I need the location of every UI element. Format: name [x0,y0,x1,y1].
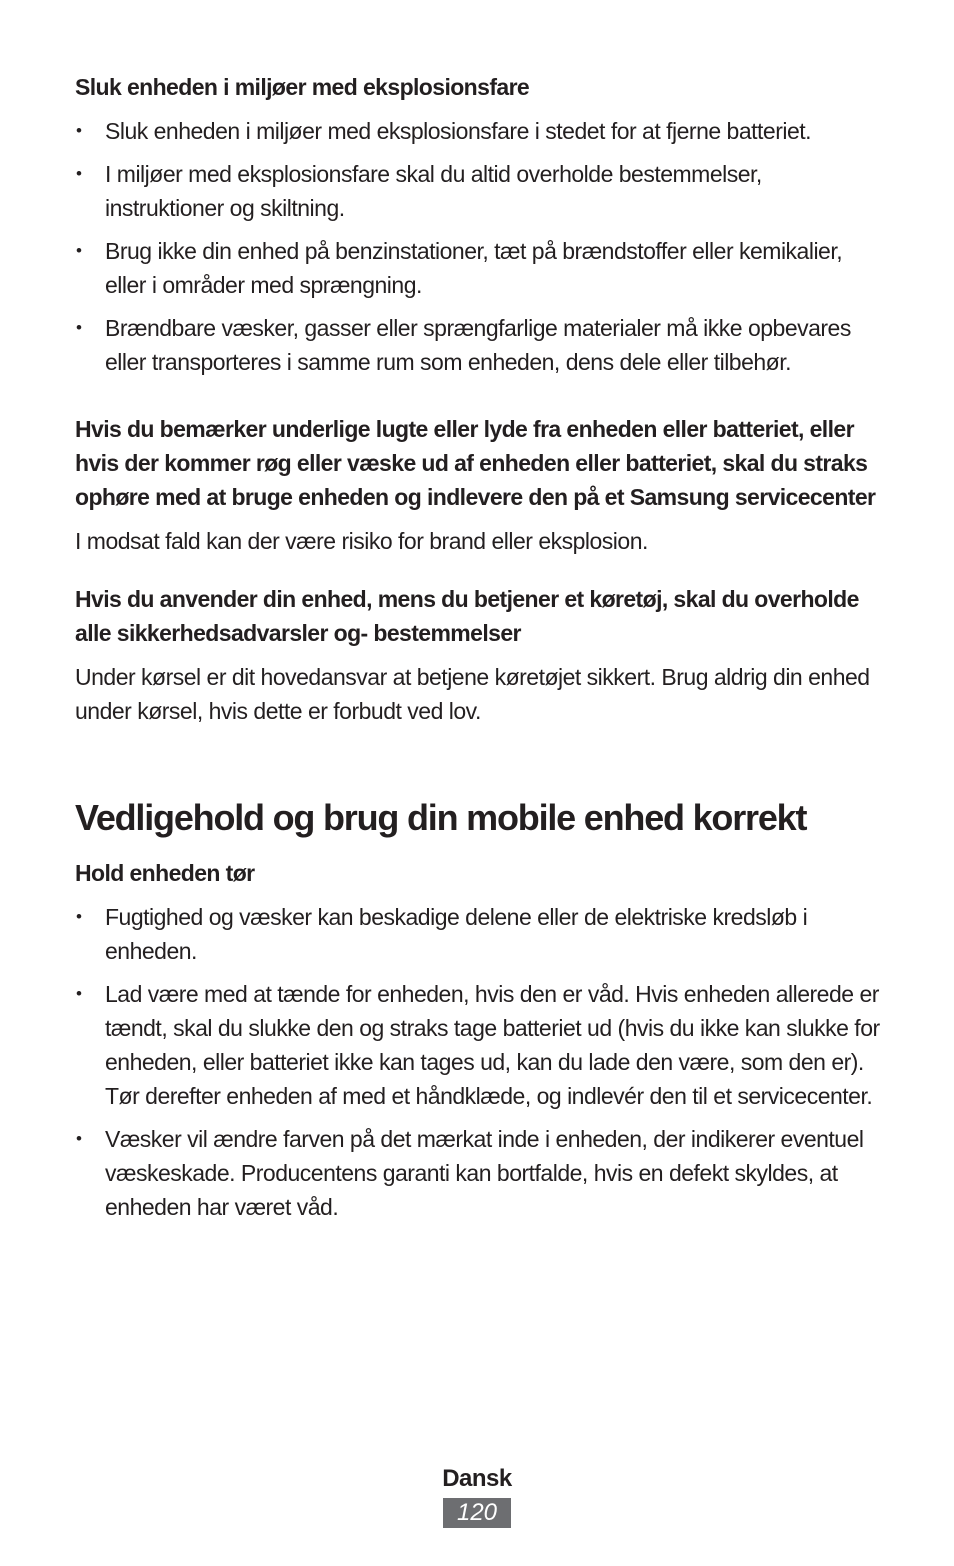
list-item-text: Brug ikke din enhed på benzinstationer, tæt på brændstoffer eller kemikalier, eller i områder med sprængning. [105,238,843,298]
bullet-icon: • [76,164,82,183]
list-item-text: I miljøer med eksplosionsfare skal du altid overholde bestemmelser, instruktioner og skiltning. [105,161,762,221]
subheading-explosive-environments: Sluk enheden i miljøer med eksplosionsfare [75,74,530,100]
list-item-text: Væsker vil ændre farven på det mærkat inde i enheden, der indikerer eventuel væskeskade. Producentens garanti kan bortfalde, hvis en defekt skyldes, at enheden har været våd. [105,1126,864,1220]
bullet-icon: • [76,318,82,337]
page-number-badge: 120 [443,1498,511,1528]
list-item [75,1122,880,1224]
bullet-icon: • [76,907,82,926]
subheading-driving: Hvis du anvender din enhed, mens du betjener et køretøj, skal du overholde alle sikkerhedsadvarsler og- bestemmelser [75,586,859,646]
paragraph-driving: Under kørsel er dit hovedansvar at betjene køretøjet sikkert. Brug aldrig din enhed under kørsel, hvis dette er forbudt ved lov. [75,664,870,724]
bullet-list-explosive [75,114,880,379]
list-item [75,114,880,148]
list-item [75,977,880,1113]
list-item [75,900,880,968]
list-item-text: Fugtighed og væsker kan beskadige delene eller de elektriske kredsløb i enheden. [105,904,808,964]
list-item-text: Sluk enheden i miljøer med eksplosionsfare i stedet for at fjerne batteriet. [105,118,812,144]
page-footer [0,1462,954,1528]
bullet-icon: • [76,1129,82,1148]
subheading-keep-dry: Hold enheden tør [75,860,255,886]
section-title: Vedligehold og brug din mobile enhed korrekt [75,797,807,838]
footer-language: Dansk [442,1465,512,1492]
bullet-icon: • [76,241,82,260]
list-item-text: Lad være med at tænde for enheden, hvis den er våd. Hvis enheden allerede er tændt, skal du slukke den og straks tage batteriet ud (hvis du ikke kan slukke for enheden, eller batteriet ikke kan tages ud, kan du lade den være, som den er). Tør derefter enheden af med et håndklæde, og indlevér den til et servicecenter. [105,981,880,1109]
spacer [75,558,880,582]
spacer [75,388,880,412]
bullet-icon: • [76,984,82,1003]
list-item-text: Brændbare væsker, gasser eller sprængfarlige materialer må ikke opbevares eller transporteres i samme rum som enheden, dens dele eller tilbehør. [105,315,851,375]
page-content [75,70,880,1233]
list-item [75,311,880,379]
bullet-list-keep-dry [75,900,880,1224]
bullet-icon: • [76,121,82,140]
list-item [75,234,880,302]
list-item [75,157,880,225]
spacer [75,728,880,796]
subheading-smells-noises: Hvis du bemærker underlige lugte eller lyde fra enheden eller batteriet, eller hvis der kommer røg eller væske ud af enheden eller batteriet, skal du straks ophøre med at bruge enheden og indlevere den på et Samsung servicecenter [75,416,876,510]
paragraph-fire-risk: I modsat fald kan der være risiko for brand eller eksplosion. [75,528,648,554]
